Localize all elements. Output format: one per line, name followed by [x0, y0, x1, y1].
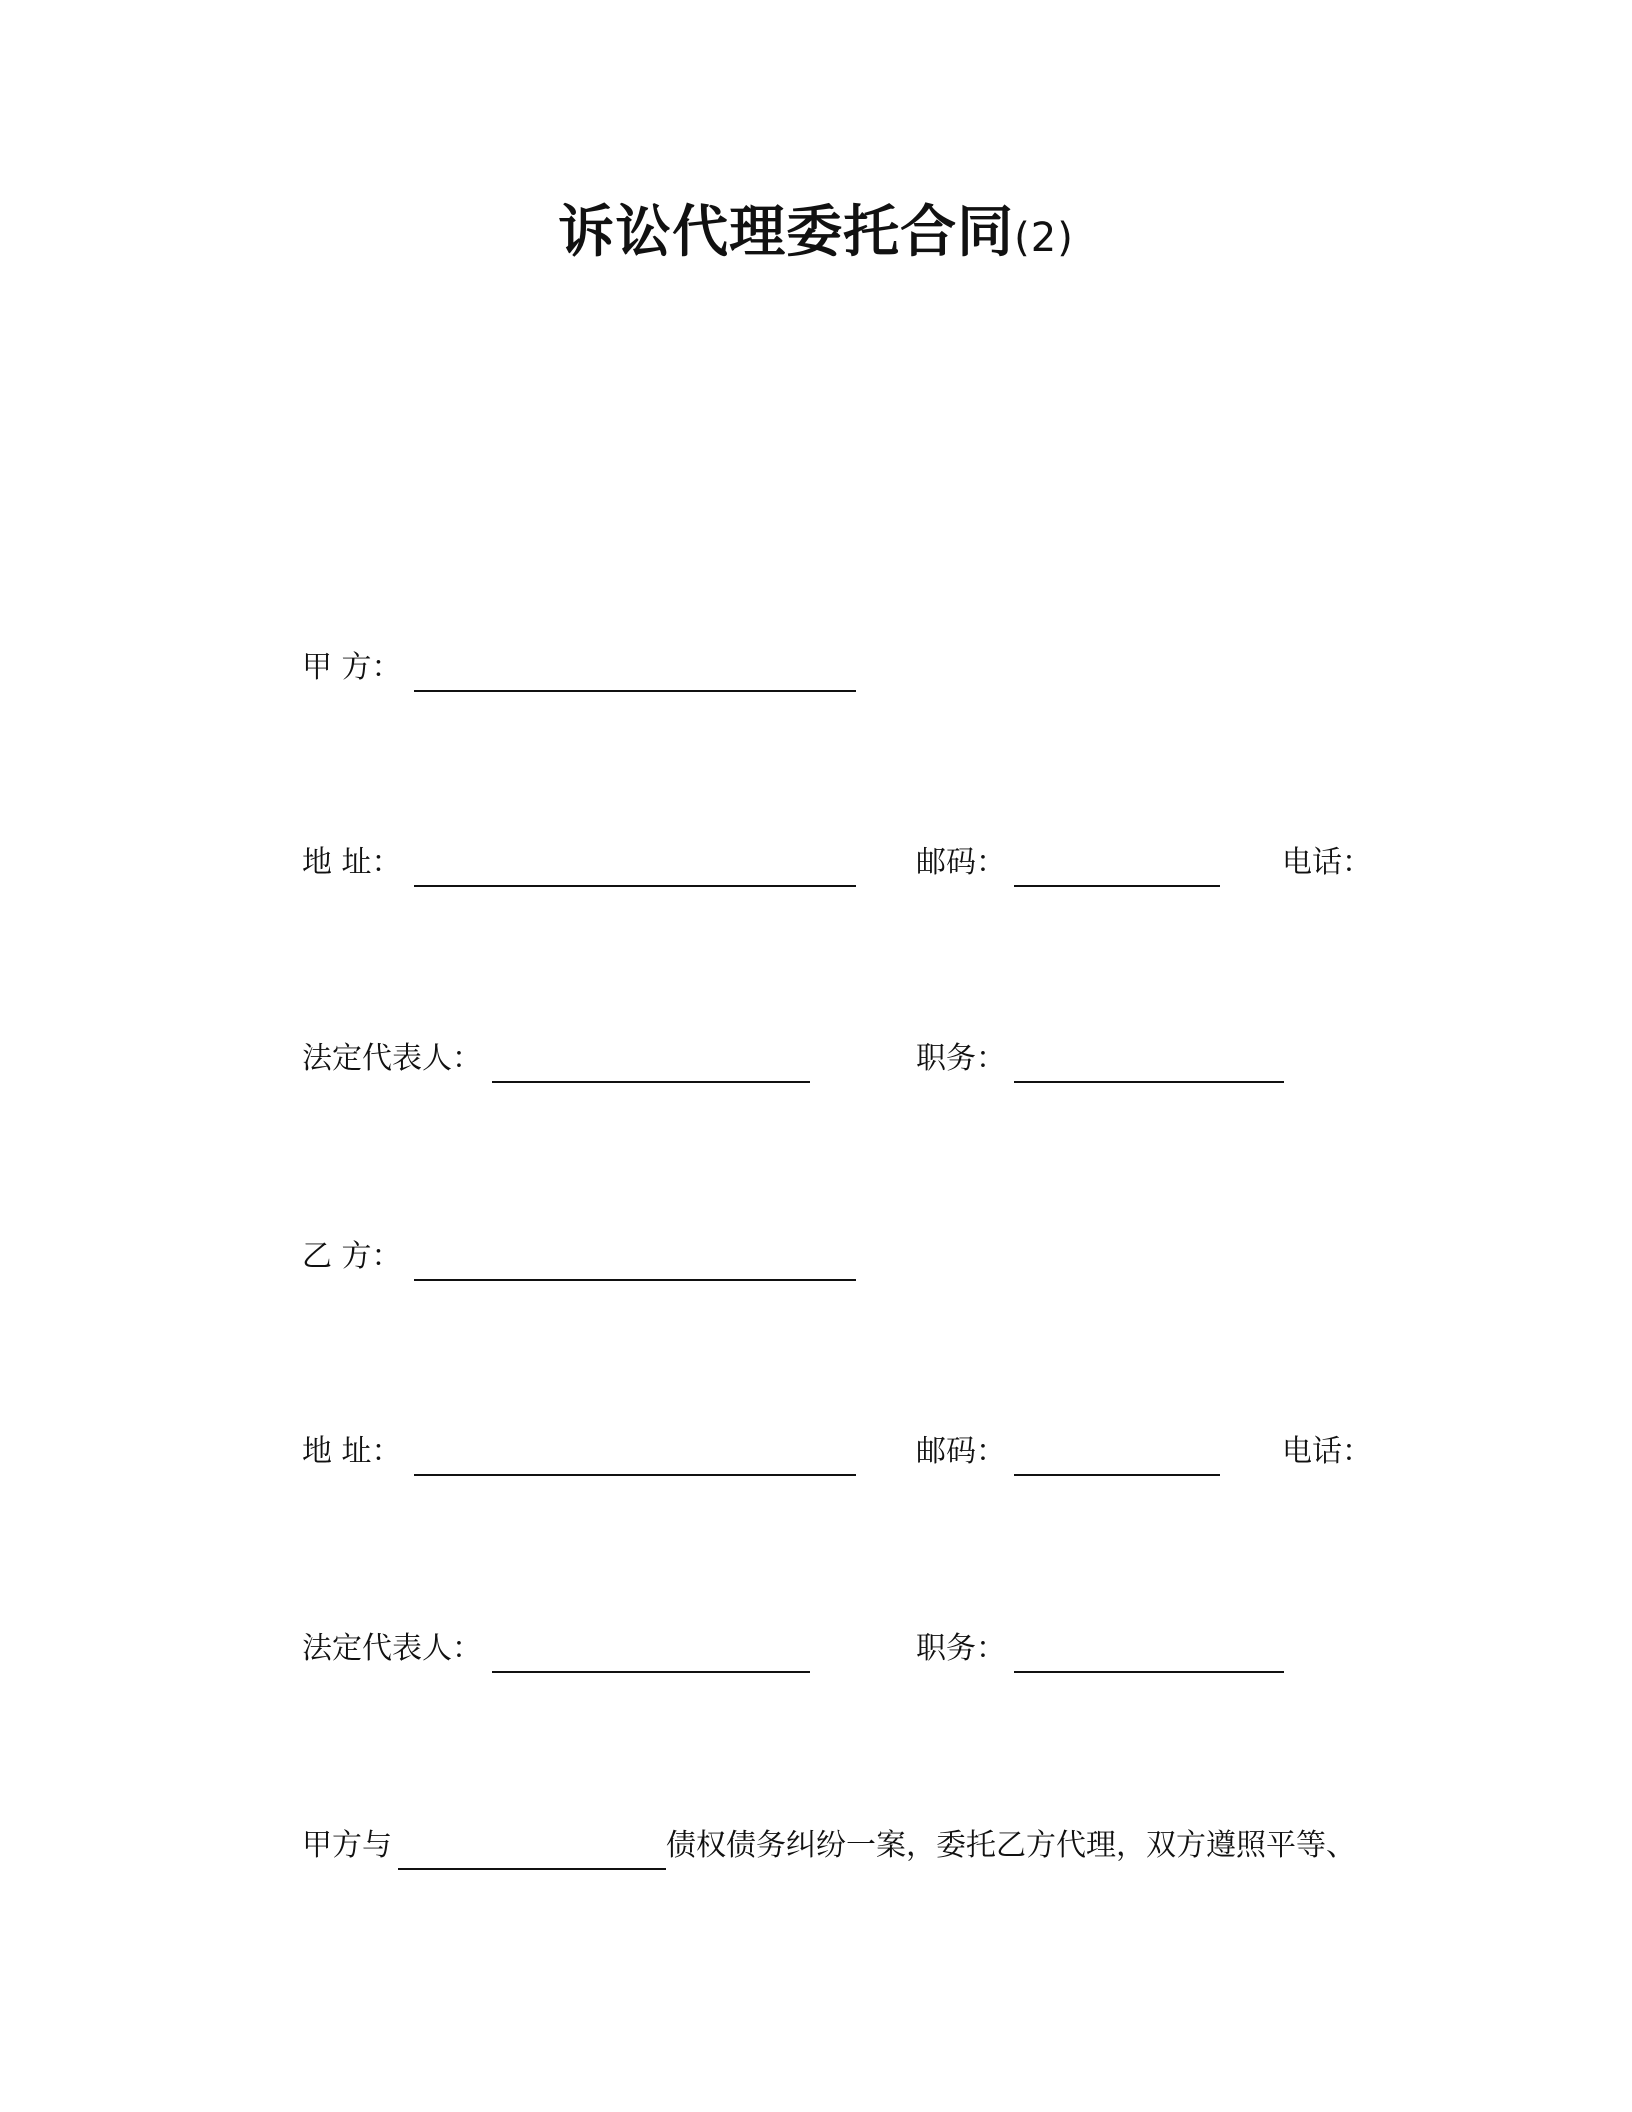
party-a-address-row [0, 843, 1632, 903]
party-a-address-blank[interactable] [414, 885, 856, 887]
title-text: 诉讼代理委托合同 [558, 200, 1015, 265]
party-a-address-label: 地 址： [302, 845, 402, 880]
document-title [0, 198, 1632, 273]
party-a-legal-rep-row [0, 1039, 1632, 1099]
party-a-name-blank[interactable] [414, 690, 856, 692]
body-paragraph [0, 1826, 1632, 1886]
party-b-legal-rep-label: 法定代表人： [302, 1631, 482, 1666]
party-a-postcode-blank[interactable] [1014, 885, 1220, 887]
body-intro-suffix: 债权债务纠纷一案，委托乙方代理，双方遵照平等、 [666, 1828, 1356, 1863]
party-b-address-blank[interactable] [414, 1474, 856, 1476]
party-b-name-row [0, 1237, 1632, 1297]
party-b-name-label: 乙 方： [302, 1239, 402, 1274]
party-a-position-label: 职务： [916, 1041, 1006, 1076]
party-a-phone-label: 电话： [1282, 845, 1372, 880]
party-a-legal-rep-label: 法定代表人： [302, 1041, 482, 1076]
party-b-position-blank[interactable] [1014, 1671, 1284, 1673]
party-b-postcode-label: 邮码： [916, 1434, 1006, 1469]
party-b-name-blank[interactable] [414, 1279, 856, 1281]
opposing-party-blank[interactable] [398, 1868, 666, 1870]
body-intro-prefix: 甲方与 [302, 1828, 392, 1863]
party-b-legal-rep-row [0, 1629, 1632, 1689]
party-a-postcode-label: 邮码： [916, 845, 1006, 880]
party-b-postcode-blank[interactable] [1014, 1474, 1220, 1476]
party-b-legal-rep-blank[interactable] [492, 1671, 810, 1673]
party-b-phone-label: 电话： [1282, 1434, 1372, 1469]
party-a-name-label: 甲 方： [302, 650, 402, 685]
party-b-address-label: 地 址： [302, 1434, 402, 1469]
party-a-name-row [0, 648, 1632, 708]
party-b-address-row [0, 1432, 1632, 1492]
party-b-position-label: 职务： [916, 1631, 1006, 1666]
party-a-legal-rep-blank[interactable] [492, 1081, 810, 1083]
party-a-position-blank[interactable] [1014, 1081, 1284, 1083]
title-suffix: (2) [1014, 215, 1074, 261]
